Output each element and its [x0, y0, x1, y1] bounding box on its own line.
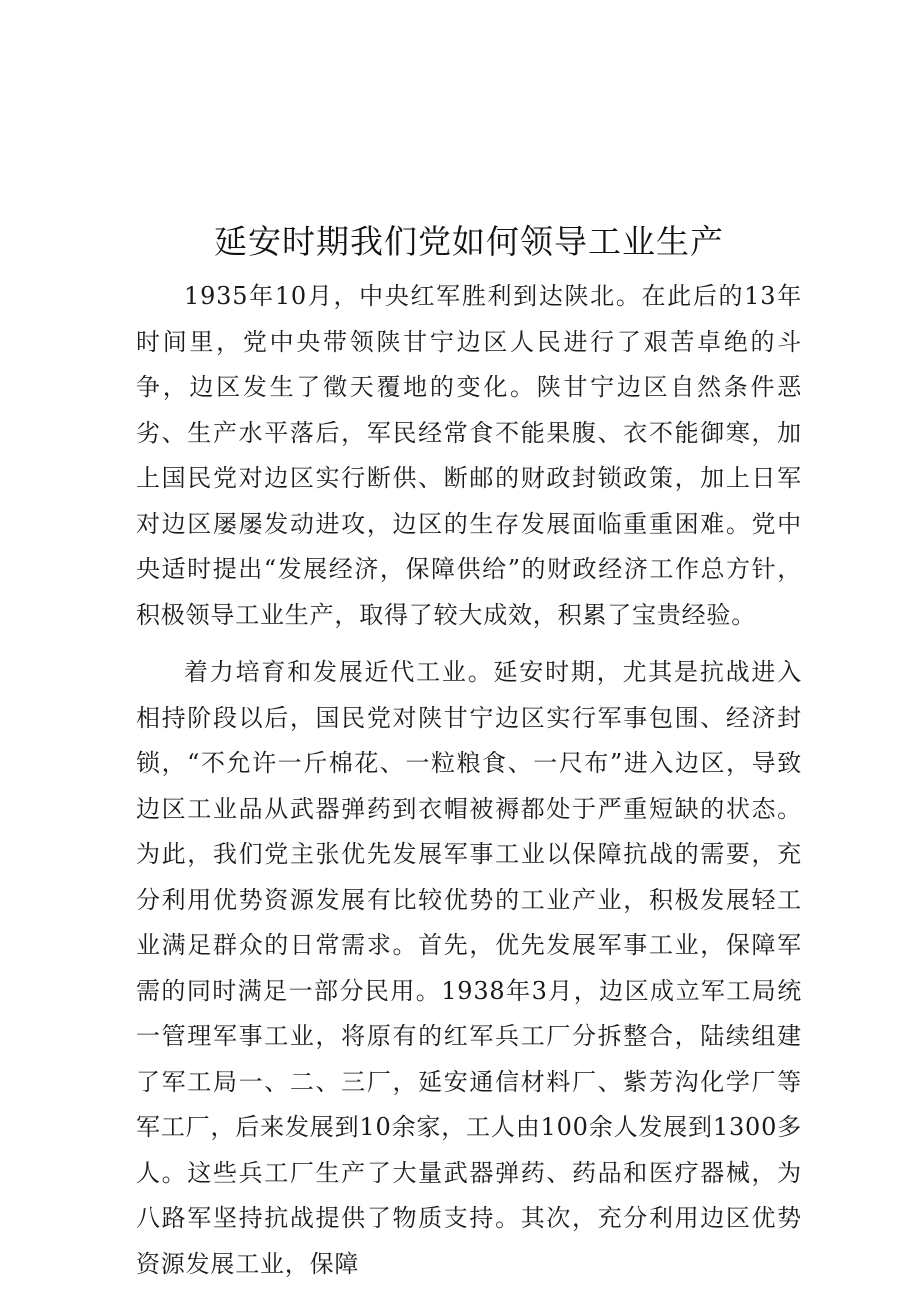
document-title: 延安时期我们党如何领导工业生产 — [214, 222, 724, 261]
paragraph-intro: 1935年10月，中央红军胜利到达陕北。在此后的13年时间里，党中央带领陕甘宁边区人民进行了艰苦卓绝的斗争，边区发生了徵天覆地的变化。陕甘宁边区自然条件恶劣、生产水平落后，军民经常食不能果腹、衣不能御寒，加上国民党对边区实行断供、断邮的财政封锁政策，加上日军对边区屡屡发动进攻，边区的生存发展面临重重困难。党中央适时提出“发展经济，保障供给”的财政经济工作总方针，积极领导工业生产，取得了较大成效，积累了宝贵经验。 — [136, 282, 802, 629]
paragraph-modern-industry: 着力培育和发展近代工业。延安时期，尤其是抗战进入相持阶段以后，国民党对陕甘宁边区实行军事包围、经济封锁，“不允许一斤棉花、一粒粮食、一尺布”进入边区，导致边区工业品从武器弹药到衣帽被褥都处于严重短缺的状态。为此，我们党主张优先发展军事工业以保障抗战的需要，充分利用优势资源发展有比较优势的工业产业，积极发展轻工业满足群众的日常需求。首先，优先发展军事工业，保障军需的同时满足一部分民用。1938年3月，边区成立军工局统一管理军事工业，将原有的红军兵工厂分拆整合，陆续组建了军工局一、二、三厂，延安通信材料厂、紫芳沟化学厂等军工厂，后来发展到10余家，工人由100余人发展到1300多人。这些兵工厂生产了大量武器弹药、药品和医疗器械，为八路军坚持抗战提供了物质支持。其次，充分利用边区优势资源发展工业，保障 — [136, 658, 802, 1278]
